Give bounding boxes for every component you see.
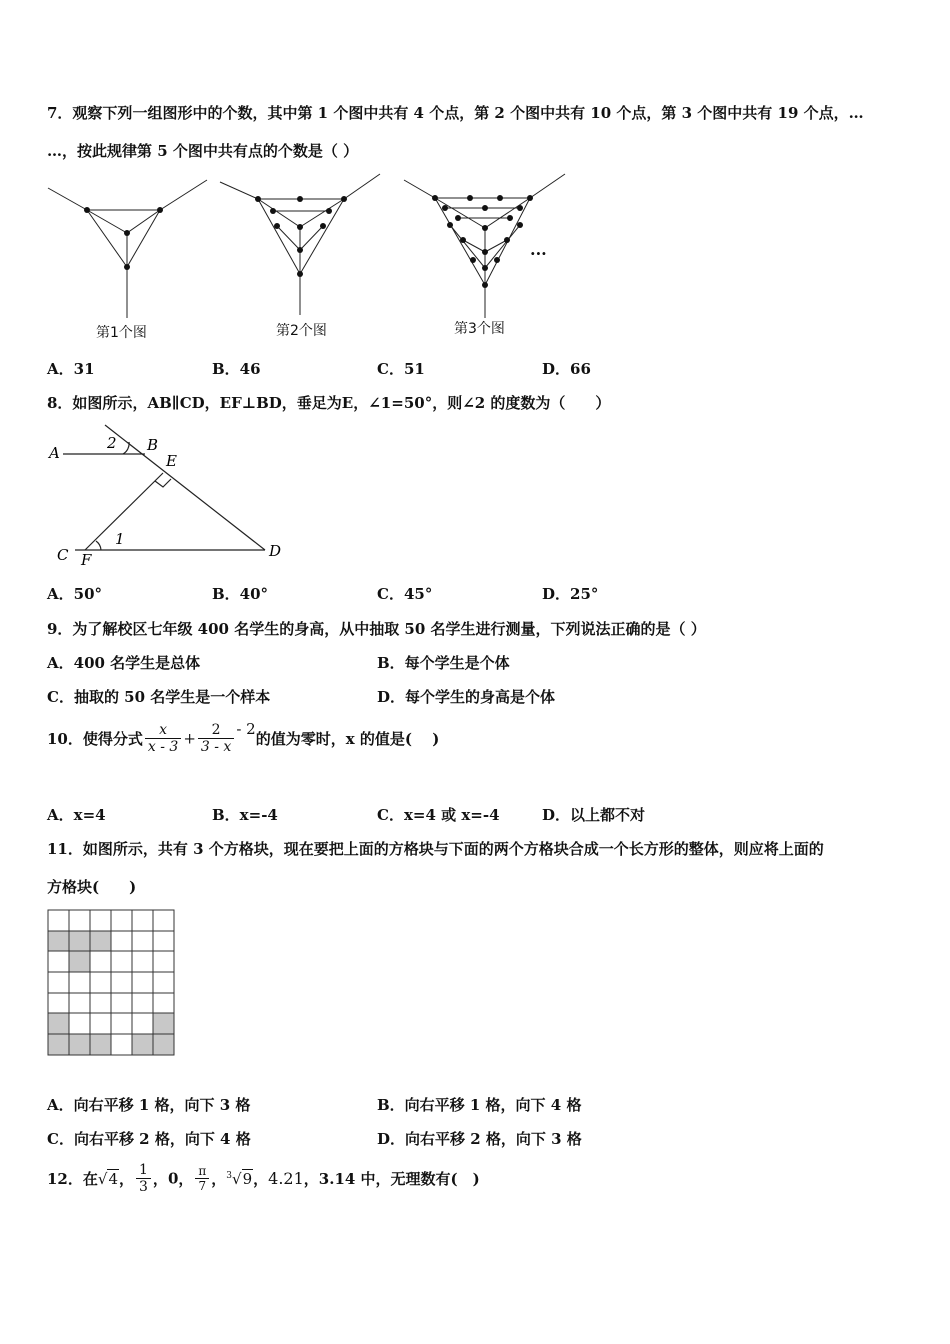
q8-label-2: 2 <box>107 434 117 452</box>
q12-tail: 3.14 中，无理数有( ) <box>318 1170 480 1188</box>
q11-grid-figure <box>47 909 177 1057</box>
q12-pi-den: 7 <box>198 1179 207 1193</box>
q8-label-d: D <box>269 542 282 560</box>
q11-option-b: B．向右平移 1 格，向下 4 格 <box>377 1096 582 1114</box>
q11-line1: 11．如图所示，共有 3 个方格块，现在要把上面的方格块与下面的两个方格块合成一个长方形的整体，则应将上面的 <box>47 840 824 858</box>
q8-option-d: D．25° <box>542 585 599 603</box>
q12-sep4: ， <box>211 1170 227 1188</box>
q8-option-c: C．45° <box>377 585 433 603</box>
q10-frac1-den: x - 3 <box>147 739 179 755</box>
q7-caption-1: 第1个图 <box>96 325 147 341</box>
q7-ellipsis: ··· <box>530 244 547 263</box>
q12-sep1: ， <box>118 1170 134 1188</box>
q12-sep3: ， <box>178 1170 194 1188</box>
q12-cbrt-index: 3 <box>226 1170 233 1181</box>
q7-line1: 7．观察下列一组图形中的个数，其中第 1 个图中共有 4 个点，第 2 个图中共有 10 个点，第 3 个图中共有 19 个点，… <box>47 104 864 122</box>
q8-label-a: A <box>49 444 60 462</box>
q11-option-d: D．向右平移 2 格，向下 3 格 <box>377 1130 582 1148</box>
q8-option-b: B．40° <box>212 585 269 603</box>
q12-sqrt4-radicand: 4 <box>108 1169 118 1188</box>
q8-label-e: E <box>166 452 177 470</box>
q8-label-f: F <box>81 551 92 569</box>
q10-option-c: C．x=4 或 x=-4 <box>377 806 500 824</box>
q11-option-a: A．向右平移 1 格，向下 3 格 <box>47 1096 251 1114</box>
q10-frac1-num: x <box>145 722 181 739</box>
q10-fraction-1 <box>145 722 181 755</box>
q10-option-b: B．x=-4 <box>212 806 278 824</box>
q12-zero: 0 <box>167 1169 179 1188</box>
q8-label-1: 1 <box>115 530 125 548</box>
q8-label-c: C <box>57 546 69 564</box>
q8-figure <box>45 420 295 570</box>
q9-text: 9．为了解校区七年级 400 名学生的身高，从中抽取 50 名学生进行测量，下列说法正确的是（ ） <box>47 620 706 638</box>
q11-option-c: C．向右平移 2 格，向下 4 格 <box>47 1130 251 1148</box>
q10-expression <box>47 719 440 755</box>
q12-prefix: 12．在 <box>47 1170 98 1188</box>
q7-caption-2: 第2个图 <box>276 323 327 339</box>
q12-sep2: ， <box>152 1170 168 1188</box>
q10-frac2-num: 2 <box>198 722 234 739</box>
q11-line2: 方格块( ) <box>47 878 137 896</box>
q7-option-a: A．31 <box>47 360 95 378</box>
q8-label-b: B <box>147 436 159 454</box>
q12-fraction <box>136 1162 151 1195</box>
q12-expression <box>47 1162 480 1195</box>
q9-option-d: D．每个学生的身高是个体 <box>377 688 556 706</box>
q12-cbrt9: $^3$√9 <box>226 1169 253 1188</box>
q10-frac2-den: 3 - x <box>200 739 232 755</box>
q9-option-c: C．抽取的 50 名学生是一个样本 <box>47 688 271 706</box>
q10-option-d: D．以上都不对 <box>542 806 646 824</box>
q10-suffix: 的值为零时，x 的值是( ) <box>255 730 440 748</box>
q10-option-a: A．x=4 <box>47 806 106 824</box>
q7-caption-3: 第3个图 <box>454 321 505 337</box>
q10-fraction-2 <box>198 722 234 755</box>
q10-prefix: 10．使得分式 <box>47 730 143 748</box>
q7-option-c: C．51 <box>377 360 425 378</box>
q9-option-a: A．400 名学生是总体 <box>47 654 201 672</box>
q7-option-d: D．66 <box>542 360 591 378</box>
q10-minus-two: - 2 <box>236 719 256 738</box>
q12-pi-fraction <box>195 1164 209 1193</box>
q12-frac-den: 3 <box>139 1179 148 1195</box>
q12-sep6: ， <box>303 1170 319 1188</box>
q7-line2: …，按此规律第 5 个图中共有点的个数是（ ） <box>47 142 359 160</box>
q12-cbrt-radicand: 9 <box>242 1169 253 1188</box>
q8-text: 8．如图所示，AB∥CD，EF⊥BD，垂足为E，∠1=50°，则∠2 的度数为（ ） <box>47 394 611 412</box>
q12-sep5: ， <box>253 1170 269 1188</box>
q10-plus: + <box>183 729 196 748</box>
q12-frac-num: 1 <box>136 1162 151 1179</box>
q12-pi-num: π <box>195 1164 209 1179</box>
q9-option-b: B．每个学生是个体 <box>377 654 510 672</box>
q12-repeating-decimal: 4.21 <box>268 1169 304 1188</box>
q7-option-b: B．46 <box>212 360 261 378</box>
q8-option-a: A．50° <box>47 585 103 603</box>
q12-sqrt4: √4 <box>97 1169 118 1188</box>
